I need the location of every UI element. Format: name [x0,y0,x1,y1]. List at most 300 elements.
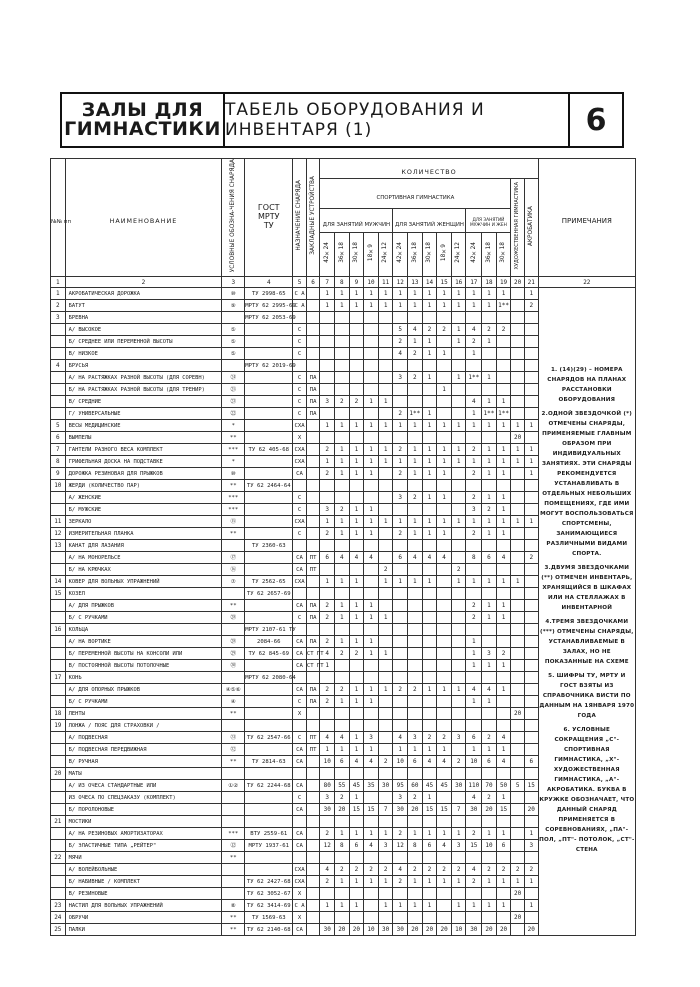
quantity-cell [496,708,511,720]
quantity-cell: 2 [393,468,408,480]
row-number: 11 [51,516,66,528]
quantity-cell [422,360,437,372]
quantity-cell: 6 [349,840,364,852]
quantity-cell [524,912,538,924]
item-gost: МРТУ 62 2080-64 [245,672,293,684]
quantity-cell: 3 [393,792,408,804]
quantity-cell: 1 [335,288,350,300]
quantity-cell: 1 [364,456,379,468]
quantity-cell: 2 [482,732,497,744]
item-name: А/ ВОЛЕЙБОЛЬНЫЕ [65,864,222,876]
quantity-cell [496,360,511,372]
quantity-cell [335,588,350,600]
quantity-cell: 1** [496,408,511,420]
quantity-cell: 2 [437,732,452,744]
quantity-cell: 1 [451,300,466,312]
item-name: Б/ С РУЧКАМИ [65,612,222,624]
quantity-cell [524,492,538,504]
row-number [51,492,66,504]
col-men [320,209,393,233]
item-symbol: ** [222,756,245,768]
quantity-cell [524,816,538,828]
quantity-cell: 1 [496,600,511,612]
quantity-cell: 15 [437,804,452,816]
quantity-cell: 20 [511,888,525,900]
quantity-cell [408,540,423,552]
quantity-cell: 2 [393,444,408,456]
item-name: КОЛЬЦА [65,624,222,636]
item-purpose [293,540,307,552]
quantity-cell [451,468,466,480]
quantity-cell [349,480,364,492]
quantity-cell: 1 [422,408,437,420]
quantity-cell [422,768,437,780]
quantity-cell [364,900,379,912]
quantity-cell: 4 [482,684,497,696]
quantity-cell: 6 [496,840,511,852]
quantity-cell [496,768,511,780]
quantity-cell: 1 [422,372,437,384]
quantity-cell [393,720,408,732]
item-gost: ТУ 2814-63 [245,756,293,768]
item-purpose: СА [293,744,307,756]
quantity-cell [482,708,497,720]
row-number: 13 [51,540,66,552]
quantity-cell: 3 [451,840,466,852]
quantity-cell: 1 [496,744,511,756]
quantity-cell: 12 [320,840,335,852]
quantity-cell: 1 [466,348,482,360]
item-mount: СТ ПТ [306,660,320,672]
quantity-cell [482,540,497,552]
quantity-cell [408,660,423,672]
quantity-cell [524,396,538,408]
item-symbol [222,624,245,636]
quantity-cell [320,480,335,492]
quantity-cell [320,492,335,504]
quantity-cell [524,432,538,444]
quantity-cell [524,648,538,660]
quantity-cell [378,588,393,600]
quantity-cell: 45 [422,780,437,792]
quantity-cell [393,696,408,708]
quantity-cell: 1 [349,612,364,624]
quantity-cell: 1 [482,396,497,408]
notes-cell [538,288,635,936]
quantity-cell [451,816,466,828]
quantity-cell: 1 [482,876,497,888]
quantity-cell: 1 [437,348,452,360]
item-symbol: ㉛ [222,732,245,744]
quantity-cell: 1 [393,576,408,588]
quantity-cell [408,564,423,576]
quantity-cell [437,600,452,612]
quantity-cell: 2 [393,684,408,696]
size-header [422,233,437,277]
col-acro-label: АКРОБАТИКА [528,205,535,246]
quantity-cell: 110 [466,780,482,792]
quantity-cell [335,480,350,492]
column-index: 6 [306,277,320,288]
row-number [51,804,66,816]
quantity-cell: 1 [524,420,538,432]
quantity-cell [320,912,335,924]
quantity-cell: 3 [524,840,538,852]
quantity-cell: 1 [408,528,423,540]
item-name: ЖЕРДИ (КОЛИЧЕСТВО ПАР) [65,480,222,492]
quantity-cell [408,600,423,612]
quantity-cell [422,612,437,624]
quantity-cell [364,408,379,420]
col-mount-label: ЗАКЛАДНЫЕ УСТРОЙСТВА [309,176,316,255]
quantity-cell: 2 [422,324,437,336]
quantity-cell: 4 [496,552,511,564]
quantity-cell [451,348,466,360]
size-label: 42×24 [396,242,403,264]
row-number [51,828,66,840]
quantity-cell: 2 [320,876,335,888]
quantity-cell [422,696,437,708]
quantity-cell: 1 [349,792,364,804]
quantity-cell [437,480,452,492]
row-number [51,780,66,792]
item-purpose: СХА [293,444,307,456]
quantity-cell: 1 [496,444,511,456]
quantity-cell [364,660,379,672]
item-symbol: ㉕ [222,384,245,396]
quantity-cell [393,360,408,372]
item-mount [306,516,320,528]
quantity-cell [451,480,466,492]
item-mount: СТ ПТ [306,648,320,660]
quantity-cell: 4 [437,840,452,852]
column-index: 4 [245,277,293,288]
row-number [51,696,66,708]
quantity-cell [422,396,437,408]
quantity-cell: 6 [466,732,482,744]
quantity-cell: 50 [496,780,511,792]
quantity-cell [451,408,466,420]
item-purpose: СА [293,840,307,852]
quantity-cell: 1 [408,576,423,588]
quantity-cell [437,312,452,324]
quantity-cell [511,804,525,816]
quantity-cell [393,636,408,648]
quantity-cell [496,816,511,828]
quantity-cell: 1 [437,456,452,468]
col-both [466,209,511,233]
size-label: 18×9 [440,244,447,262]
quantity-cell: 6 [320,552,335,564]
quantity-cell: 1 [437,828,452,840]
quantity-cell [408,504,423,516]
row-number [51,840,66,852]
quantity-cell: 2 [320,828,335,840]
quantity-cell: 1 [335,696,350,708]
quantity-cell [320,768,335,780]
sheet-subtitle: ТАБЕЛЬ ОБОРУДОВАНИЯ И ИНВЕНТАРЯ (1) [225,94,570,146]
quantity-cell [408,708,423,720]
row-number [51,564,66,576]
note-item: 4.ТРЕМЯ ЗВЕЗДОЧКАМИ (***) ОТМЕЧЕНЫ СНАРЯДЫ, УСТАНАВЛИВАЕМЫЕ В ЗАЛАХ, НО НЕ ПОКАЗАННЫЕ НА СХЕМЕ [540,618,634,665]
quantity-cell: 2 [408,792,423,804]
quantity-cell [524,312,538,324]
item-name: ИЗ ОЧЕСА ПО СПЕЦЗАКАЗУ (КОМПЛЕКТ) [65,792,222,804]
item-name: БАТУТ [65,300,222,312]
quantity-cell: 2 [408,372,423,384]
quantity-cell: 45 [349,780,364,792]
item-name: БРУСЬЯ [65,360,222,372]
quantity-cell [511,468,525,480]
quantity-cell [393,624,408,636]
quantity-cell [496,588,511,600]
quantity-cell: 2 [422,732,437,744]
item-symbol: ⑦ [222,576,245,588]
item-mount [306,540,320,552]
quantity-cell [511,540,525,552]
quantity-cell [496,720,511,732]
row-number: 17 [51,672,66,684]
quantity-cell: 20 [482,924,497,936]
item-purpose: СХА [293,876,307,888]
quantity-cell: 1 [393,516,408,528]
quantity-cell: 1 [482,288,497,300]
item-gost [245,708,293,720]
item-gost: МРТУ 62 2995-69 [245,300,293,312]
quantity-cell [524,336,538,348]
quantity-cell: 1 [422,348,437,360]
quantity-cell [378,720,393,732]
quantity-cell [466,480,482,492]
item-gost [245,804,293,816]
quantity-cell: 1 [482,468,497,480]
item-gost [245,768,293,780]
quantity-cell: 2 [320,636,335,648]
item-gost: ТУ 2562-65 [245,576,293,588]
quantity-cell: 1 [496,492,511,504]
col-purpose [293,159,307,277]
quantity-cell [349,816,364,828]
quantity-cell: 1 [320,576,335,588]
quantity-cell: 1 [511,516,525,528]
quantity-cell [408,612,423,624]
quantity-cell [349,912,364,924]
quantity-cell: 1 [524,828,538,840]
quantity-cell: 1 [349,444,364,456]
quantity-cell [524,852,538,864]
quantity-cell: 1 [335,636,350,648]
item-symbol: ㉔ [222,372,245,384]
quantity-cell [349,540,364,552]
column-index: 15 [437,277,452,288]
quantity-cell: 1 [349,420,364,432]
quantity-cell [511,588,525,600]
quantity-cell: 4 [320,864,335,876]
quantity-cell [437,564,452,576]
quantity-cell: 30 [393,924,408,936]
quantity-cell [422,660,437,672]
quantity-cell [511,384,525,396]
column-index: 8 [335,277,350,288]
quantity-cell: 1 [524,516,538,528]
item-symbol: ** [222,924,245,936]
quantity-cell: 1 [335,420,350,432]
item-purpose: СА [293,468,307,480]
row-number [51,552,66,564]
quantity-cell [437,588,452,600]
quantity-cell: 1 [496,516,511,528]
item-symbol [222,864,245,876]
quantity-cell [320,852,335,864]
quantity-cell [466,888,482,900]
quantity-cell: 1 [335,612,350,624]
col-both-label: ДЛЯ ЗАНЯТИЙ МУЖЧИН И ЖЕН [469,218,507,229]
quantity-cell: 30 [320,924,335,936]
quantity-cell [451,312,466,324]
col-women [393,209,466,233]
quantity-cell: 1 [466,456,482,468]
quantity-cell: 1 [408,456,423,468]
col-men-label: ДЛЯ ЗАНЯТИЙ МУЖЧИН [322,222,391,229]
quantity-cell [422,480,437,492]
quantity-cell: 1 [437,420,452,432]
item-gost [245,516,293,528]
row-number: 14 [51,576,66,588]
quantity-cell [408,852,423,864]
quantity-cell: 10 [320,756,335,768]
item-purpose: С [293,348,307,360]
quantity-cell [378,696,393,708]
section-title [62,94,225,146]
quantity-cell: 1 [364,444,379,456]
quantity-cell [335,888,350,900]
item-gost [245,792,293,804]
item-mount [306,708,320,720]
quantity-cell: 1 [408,444,423,456]
quantity-cell: 1 [422,528,437,540]
quantity-cell [437,624,452,636]
quantity-cell [378,732,393,744]
quantity-cell [335,312,350,324]
quantity-cell [378,504,393,516]
quantity-cell [335,360,350,372]
quantity-cell [349,360,364,372]
quantity-cell [466,720,482,732]
quantity-cell: 2 [466,876,482,888]
col-sport [320,179,511,209]
quantity-cell [364,312,379,324]
column-index: 7 [320,277,335,288]
item-purpose: СА [293,924,307,936]
quantity-cell: 1 [422,336,437,348]
row-number: 1 [51,288,66,300]
quantity-cell [364,540,379,552]
quantity-cell [466,672,482,684]
item-purpose: С [293,528,307,540]
quantity-cell [496,912,511,924]
quantity-cell: 1 [496,576,511,588]
quantity-cell [378,708,393,720]
item-purpose: СХА [293,576,307,588]
quantity-cell: 2 [466,492,482,504]
item-mount: ПА [306,636,320,648]
quantity-cell: 1 [349,504,364,516]
item-name: КОЗЕЛ [65,588,222,600]
quantity-cell [349,408,364,420]
quantity-cell: 4 [335,732,350,744]
quantity-cell: 1 [496,684,511,696]
quantity-cell: 1 [466,516,482,528]
item-purpose [293,816,307,828]
quantity-cell: 1 [482,516,497,528]
quantity-cell: 12 [393,840,408,852]
quantity-cell: 1 [364,300,379,312]
quantity-cell [524,744,538,756]
quantity-cell [524,348,538,360]
item-mount [306,576,320,588]
quantity-cell [437,612,452,624]
quantity-cell [524,528,538,540]
quantity-cell: 1 [437,468,452,480]
quantity-cell [451,492,466,504]
quantity-cell [393,504,408,516]
item-name: ВЕСЫ МЕДИЦИНСКИЕ [65,420,222,432]
quantity-cell [524,660,538,672]
quantity-cell: 1 [524,456,538,468]
item-gost [245,744,293,756]
item-name: ЗЕРКАЛО [65,516,222,528]
item-symbol [222,672,245,684]
row-number [51,660,66,672]
quantity-cell [349,324,364,336]
item-mount [306,432,320,444]
quantity-cell [511,300,525,312]
item-purpose: С [293,504,307,516]
quantity-cell: 1 [466,744,482,756]
row-number [51,384,66,396]
item-name: ИЗМЕРИТЕЛЬНАЯ ПЛАНКА [65,528,222,540]
quantity-cell: 1 [482,456,497,468]
quantity-cell: 1 [408,300,423,312]
quantity-cell: 3 [393,372,408,384]
quantity-cell [320,624,335,636]
quantity-cell [451,648,466,660]
quantity-cell [320,384,335,396]
item-purpose: С [293,324,307,336]
quantity-cell: 4 [422,756,437,768]
col-art-label: ХУДОЖЕСТВЕННАЯ ГИМНАСТИКА [514,181,521,270]
col-women-label: ДЛЯ ЗАНЯТИЙ ЖЕНЩИН [394,222,464,229]
quantity-cell [335,372,350,384]
quantity-cell: 4 [393,864,408,876]
note-item: 6. УСЛОВНЫЕ СОКРАЩЕНИЯ „С"-СПОРТИВНАЯ ГИМНАСТИКА, „Х"- ХУДОЖЕСТВЕННАЯ ГИМНАСТИКА, „А"-АКРОБАТИКА. БУКВА В КРУЖКЕ ОБОЗНАЧАЕТ, ЧТО ДАННЫЙ СНАРЯД ПРИМЕНЯЕТСЯ В СОРЕВНОВАНИЯХ, „ПА"- ПОЛ, „ПТ"- ПОТОЛОК, „СТ"- СТЕНА [539,726,635,853]
quantity-cell [451,792,466,804]
quantity-cell [378,624,393,636]
item-name: ОБРУЧИ [65,912,222,924]
row-number: 2 [51,300,66,312]
quantity-cell [451,660,466,672]
quantity-cell [422,648,437,660]
quantity-cell: 1 [364,648,379,660]
item-name: АКРОБАТИЧЕСКАЯ ДОРОЖКА [65,288,222,300]
quantity-cell: 1 [422,300,437,312]
quantity-cell [482,816,497,828]
quantity-cell: 1 [437,492,452,504]
col-quantity-label: КОЛИЧЕСТВО [401,168,457,176]
quantity-cell [335,708,350,720]
column-index: 1 [51,277,66,288]
item-purpose: Х [293,708,307,720]
